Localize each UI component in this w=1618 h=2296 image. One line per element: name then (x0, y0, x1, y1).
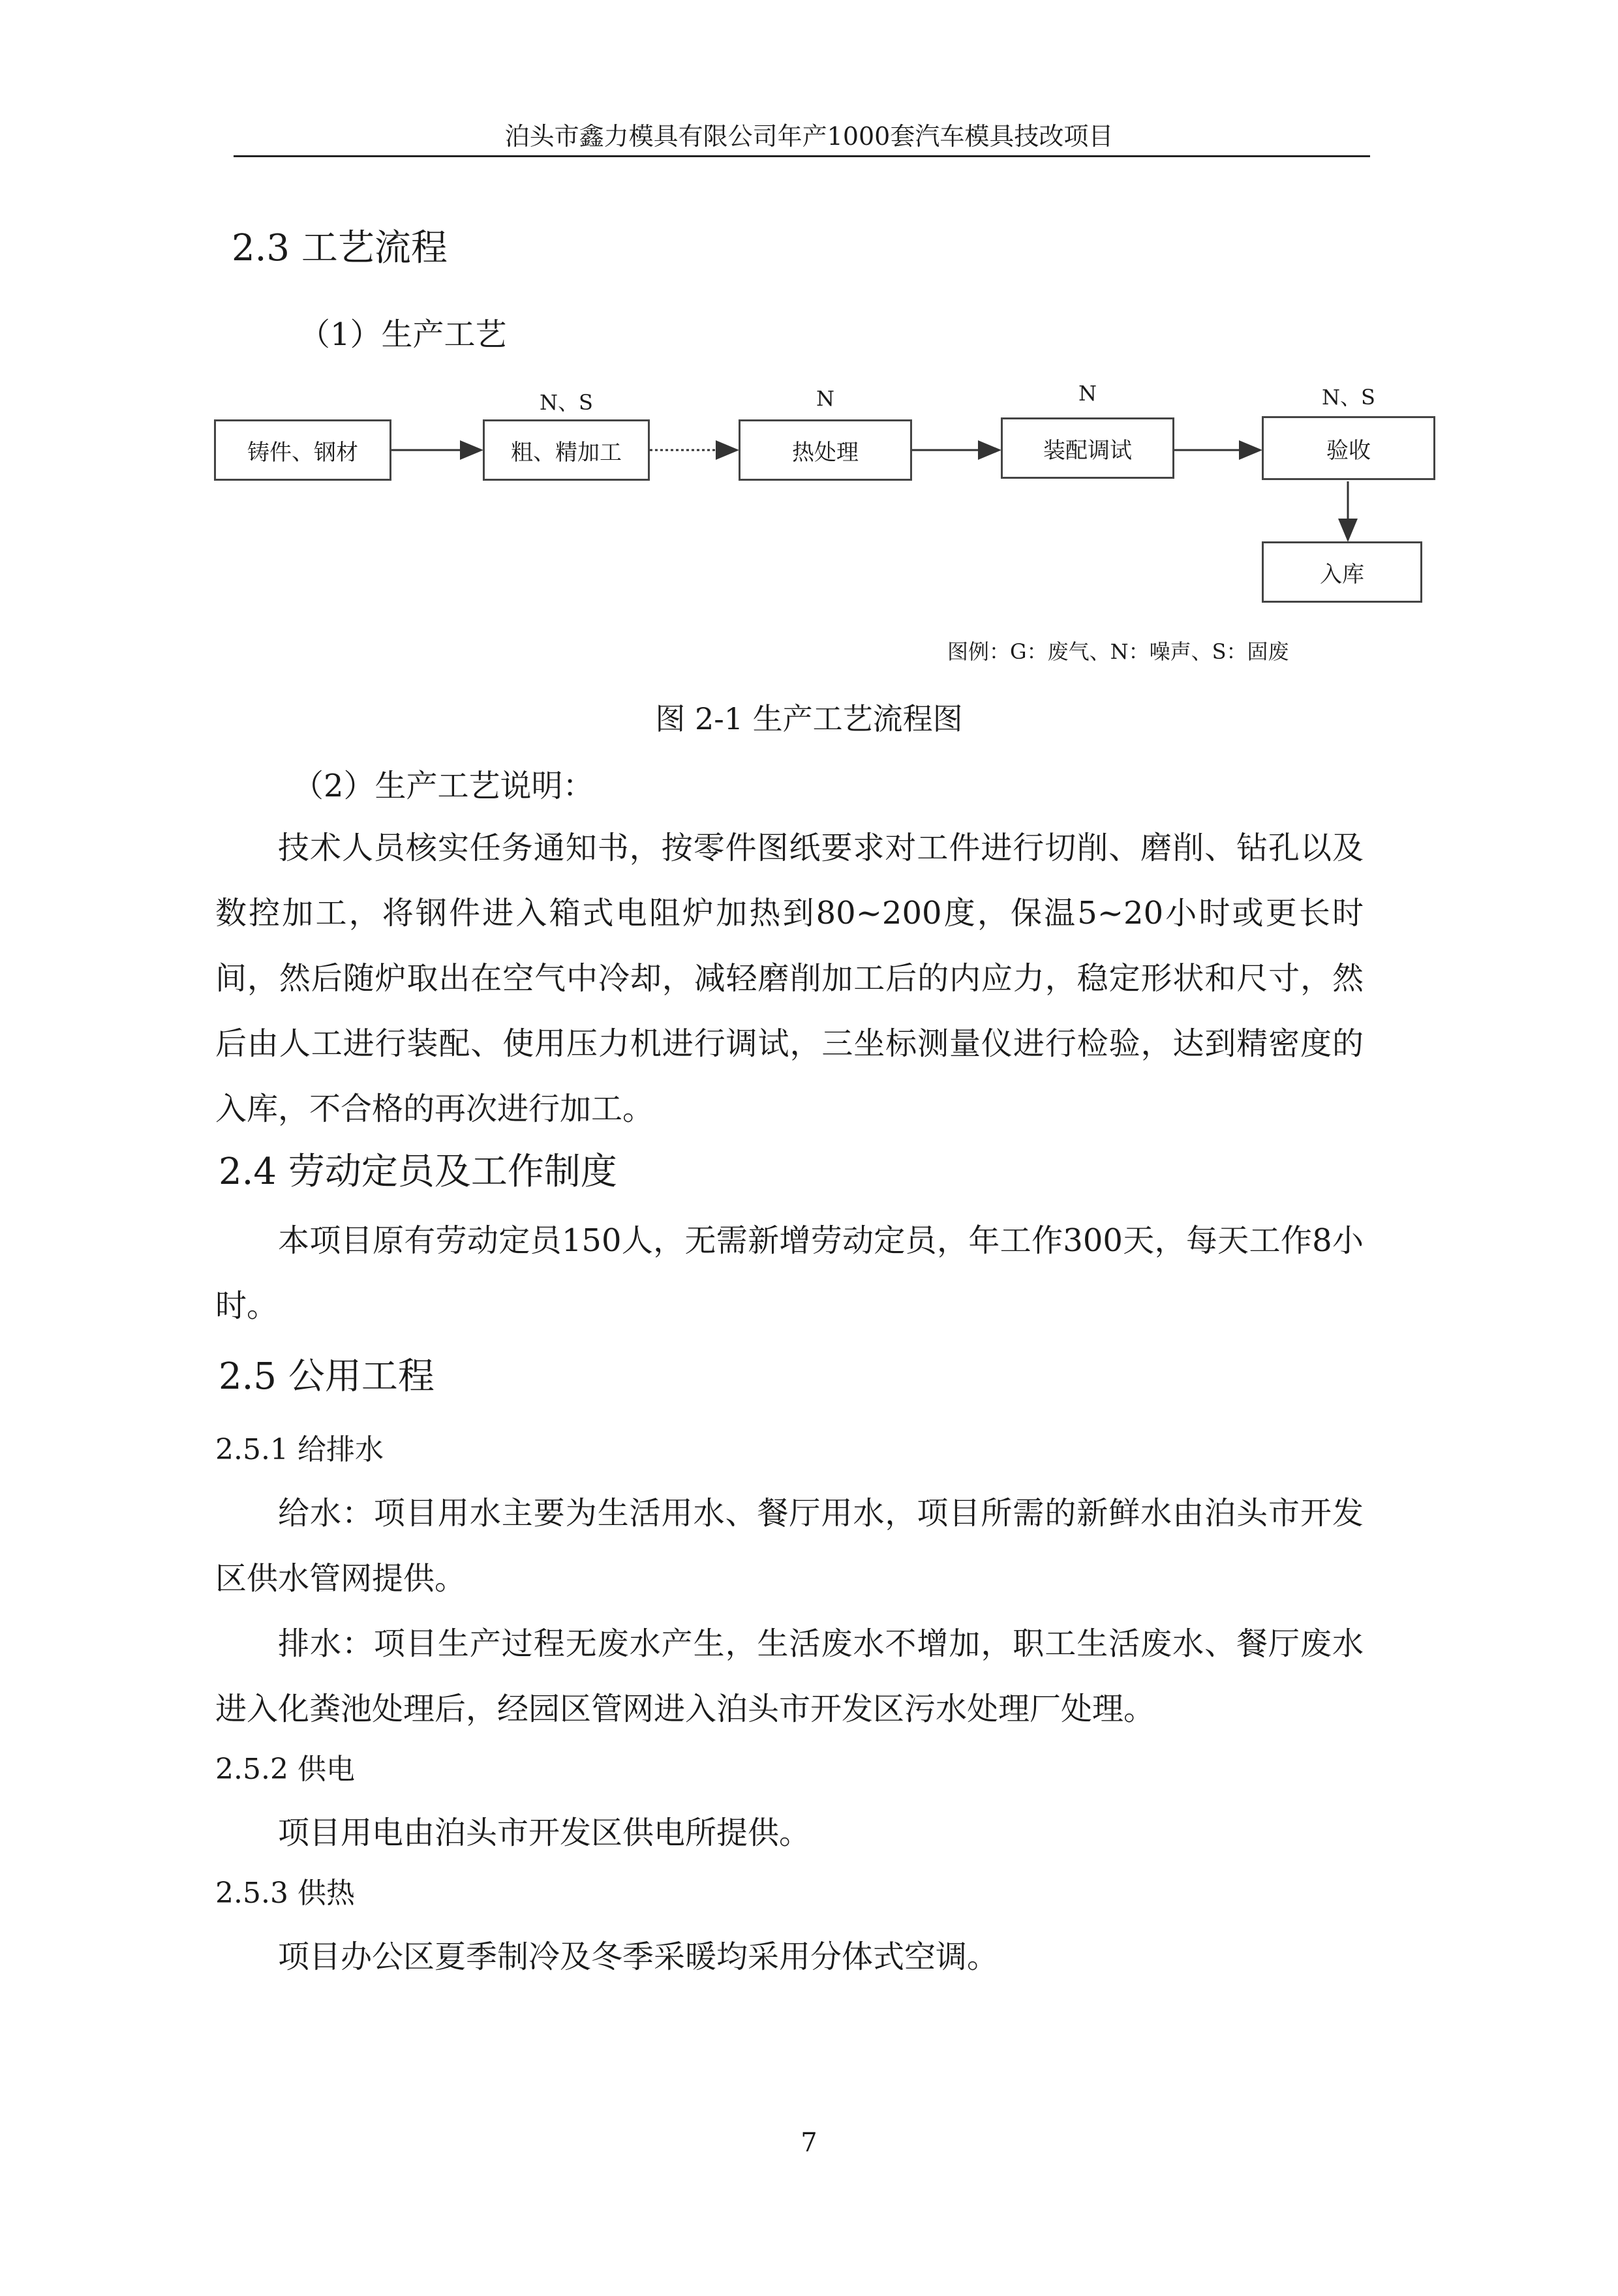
tag-machining: N、S (540, 390, 593, 415)
tag-assembly: N (1078, 381, 1097, 406)
section-2-4-heading: 2.4 劳动定员及工作制度 (219, 1151, 617, 1193)
flow-box-raw-material: 铸件、钢材 (214, 419, 391, 481)
flow-box-machining: 粗、精加工 (483, 419, 650, 481)
water-supply-paragraph: 给水：项目用水主要为生活用水、餐厅用水，项目所需的新鲜水由泊头市开发区供水管网提供。 (215, 1495, 1364, 1597)
flow-box-warehousing: 入库 (1262, 541, 1422, 603)
section-2-5-1-heading: 2.5.1 给排水 (215, 1433, 384, 1466)
section-2-5-3-heading: 2.5.3 供热 (215, 1877, 355, 1910)
page-header-title: 泊头市鑫力模具有限公司年产1000套汽车模具技改项目 (504, 122, 1114, 151)
flow-box-heat-treatment: 热处理 (739, 419, 912, 481)
tag-inspection: N、S (1322, 385, 1375, 410)
subheading-production-process: （1）生产工艺 (299, 316, 507, 353)
section-2-5-2-heading: 2.5.2 供电 (215, 1753, 355, 1786)
section-2-3-heading: 2.3 工艺流程 (232, 227, 448, 269)
section-2-5-heading: 2.5 公用工程 (219, 1355, 435, 1398)
page-number: 7 (801, 2128, 817, 2158)
process-description-paragraph: 技术人员核实任务通知书，按零件图纸要求对工件进行切削、磨削、钻孔以及数控加工，将钢件进入箱式电阻炉加热到80~200度，保温5~20小时或更长时间，然后随炉取出在空气中冷却，减轻磨削加工后的内应力，稳定形状和尺寸，然后由人工进行装配、使用压力机进行调试，三坐标测量仪进行检验，达到精密度的入库，不合格的再次进行加工。 (215, 830, 1364, 1127)
drainage-paragraph: 排水：项目生产过程无废水产生，生活废水不增加，职工生活废水、餐厅废水进入化粪池处理后，经园区管网进入泊头市开发区污水处理厂处理。 (215, 1625, 1364, 1727)
flow-box-assembly: 装配调试 (1001, 417, 1174, 479)
staffing-paragraph: 本项目原有劳动定员150人，无需新增劳动定员，年工作300天，每天工作8小时。 (215, 1222, 1364, 1324)
flow-box-inspection: 验收 (1262, 416, 1435, 480)
heating-paragraph: 项目办公区夏季制冷及冬季采暖均采用分体式空调。 (278, 1939, 999, 1975)
flow-legend: 图例：G：废气、N：噪声、S：固废 (947, 639, 1289, 664)
tag-heat-treatment: N (816, 386, 834, 411)
power-supply-paragraph: 项目用电由泊头市开发区供电所提供。 (278, 1815, 811, 1851)
figure-caption: 图 2-1 生产工艺流程图 (655, 701, 963, 736)
subheading-process-description: （2）生产工艺说明： (292, 768, 594, 804)
